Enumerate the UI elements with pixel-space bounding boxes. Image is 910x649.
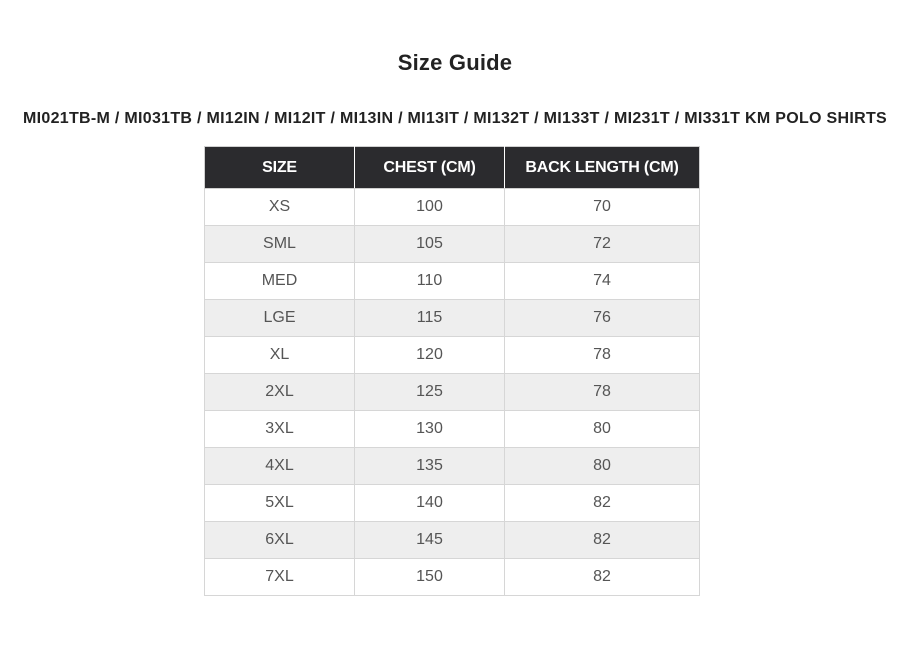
column-header-back-length: BACK LENGTH (CM) <box>505 147 700 189</box>
back-length-cell: 80 <box>505 411 700 448</box>
page-title: Size Guide <box>397 50 513 75</box>
column-header-size: SIZE <box>205 147 355 189</box>
table-row <box>205 485 700 522</box>
back-length-cell: 82 <box>505 485 700 522</box>
size-cell: LGE <box>205 300 355 337</box>
size-cell: 7XL <box>205 559 355 596</box>
size-cell: 6XL <box>205 522 355 559</box>
table-row <box>205 263 700 300</box>
chest-cell: 120 <box>355 337 505 374</box>
back-length-cell: 82 <box>505 559 700 596</box>
chest-cell: 110 <box>355 263 505 300</box>
table-row <box>205 559 700 596</box>
back-length-cell: 76 <box>505 300 700 337</box>
table-row <box>205 189 700 226</box>
back-length-cell: 82 <box>505 522 700 559</box>
chest-cell: 130 <box>355 411 505 448</box>
size-cell: 2XL <box>205 374 355 411</box>
back-length-cell: 78 <box>505 337 700 374</box>
size-cell: XL <box>205 337 355 374</box>
size-cell: 5XL <box>205 485 355 522</box>
chest-cell: 100 <box>355 189 505 226</box>
table-header <box>205 147 700 189</box>
table-row <box>205 226 700 263</box>
size-cell: XS <box>205 189 355 226</box>
product-codes-heading: MI021TB-M / MI031TB / MI12IN / MI12IT / MI13IN / MI13IT / MI132T / MI133T / MI231T / MI331T KM POLO SHIRTS <box>23 110 887 127</box>
table-row <box>205 374 700 411</box>
size-cell: 4XL <box>205 448 355 485</box>
chest-cell: 140 <box>355 485 505 522</box>
back-length-cell: 70 <box>505 189 700 226</box>
size-cell: 3XL <box>205 411 355 448</box>
column-header-chest: CHEST (CM) <box>355 147 505 189</box>
chest-cell: 115 <box>355 300 505 337</box>
back-length-cell: 74 <box>505 263 700 300</box>
table-row <box>205 411 700 448</box>
back-length-cell: 80 <box>505 448 700 485</box>
table-row <box>205 300 700 337</box>
size-cell: SML <box>205 226 355 263</box>
chest-cell: 135 <box>355 448 505 485</box>
chest-cell: 105 <box>355 226 505 263</box>
chest-cell: 150 <box>355 559 505 596</box>
table-body <box>205 189 700 596</box>
table-row <box>205 337 700 374</box>
table-row <box>205 522 700 559</box>
chest-cell: 145 <box>355 522 505 559</box>
back-length-cell: 78 <box>505 374 700 411</box>
back-length-cell: 72 <box>505 226 700 263</box>
size-chart-table <box>204 146 700 596</box>
size-cell: MED <box>205 263 355 300</box>
chest-cell: 125 <box>355 374 505 411</box>
table-row <box>205 448 700 485</box>
